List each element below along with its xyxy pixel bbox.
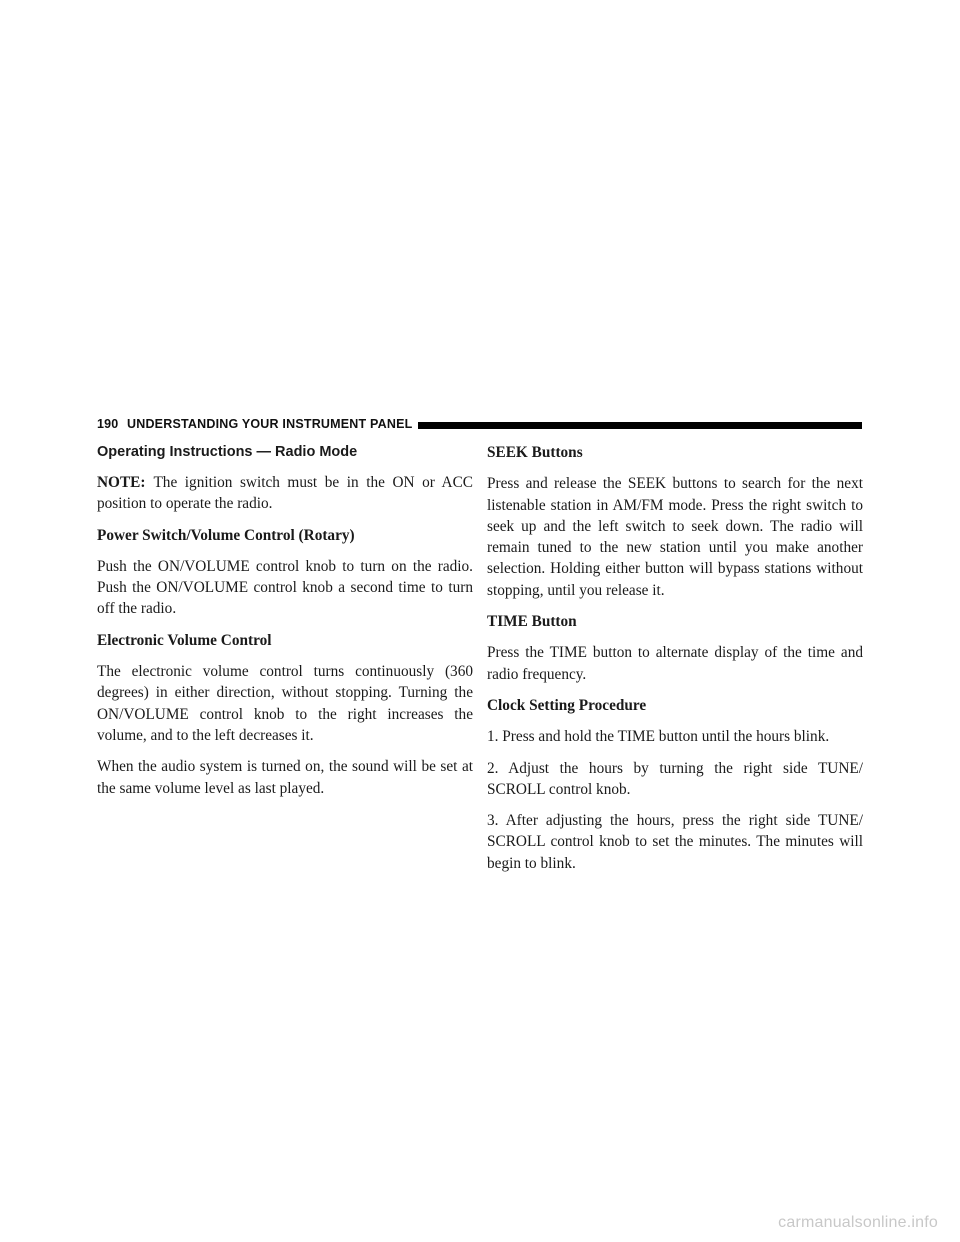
- note-text: The ignition switch must be in the ON or ACC position to operate the radio.: [97, 474, 473, 513]
- left-column: [97, 442, 473, 809]
- time-button-heading: TIME Button: [487, 613, 577, 631]
- time-button-text: Press the TIME button to alternate display of the time and radio frequency.: [487, 644, 863, 683]
- page-header: [97, 416, 862, 436]
- electronic-volume-text: The electronic volume control turns continuously (360 degrees) in either direction, without stopping. Turning the ON/VOLUME control knob to the right increases the volume, and to the left decreases it.: [97, 663, 473, 744]
- clock-step-2: 2. Adjust the hours by turning the right side TUNE/ SCROLL control knob.: [487, 759, 863, 798]
- header-rule-bar: [418, 422, 862, 429]
- note-paragraph: [97, 472, 473, 515]
- power-switch-heading: Power Switch/Volume Control (Rotary): [97, 526, 355, 544]
- note-label: NOTE:: [97, 474, 146, 491]
- clock-step-3: 3. After adjusting the hours, press the right side TUNE/ SCROLL control knob to set the minutes. The minutes will begin to blink.: [487, 812, 863, 872]
- audio-system-text: When the audio system is turned on, the sound will be set at the same volume level as last played.: [97, 758, 473, 797]
- clock-setting-heading: Clock Setting Procedure: [487, 696, 647, 714]
- electronic-volume-heading: Electronic Volume Control: [97, 631, 272, 649]
- page-number: 190: [97, 417, 119, 431]
- watermark-text: carmanualsonline.info: [778, 1214, 938, 1231]
- seek-buttons-text: Press and release the SEEK buttons to search for the next listenable station in AM/FM mode. Press the right switch to seek up and the left switch to seek down. The radio will remain tuned to the new station until you make another selection. Holding either button will bypass stations without stopping, until you release it.: [487, 475, 863, 599]
- power-switch-text: Push the ON/VOLUME control knob to turn on the radio. Push the ON/VOLUME control knob a second time to turn off the radio.: [97, 557, 473, 618]
- clock-step-1: 1. Press and hold the TIME button until the hours blink.: [487, 728, 830, 746]
- radio-mode-heading: Operating Instructions — Radio Mode: [97, 444, 358, 460]
- right-column: [487, 442, 863, 884]
- seek-buttons-heading: SEEK Buttons: [487, 444, 583, 461]
- section-title: UNDERSTANDING YOUR INSTRUMENT PANEL: [127, 417, 413, 431]
